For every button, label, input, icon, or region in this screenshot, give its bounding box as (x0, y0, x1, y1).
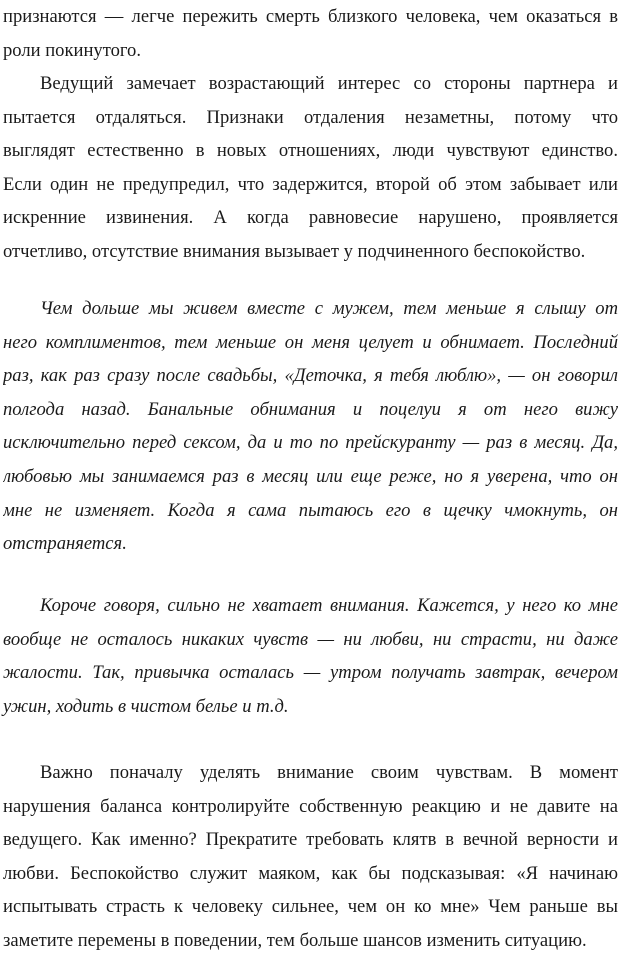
text-line: пытается отдаляться. Признаки отдаления незаметны, потому что (3, 106, 618, 128)
paragraph-leader-distance (3, 67, 618, 269)
quote-paragraph-husband (3, 292, 618, 561)
text-line: исключительно перед сексом, да и то по прейскуранту — раз в месяц. Да, (3, 432, 618, 454)
text-line: вообще не осталось никаких чувств — ни любви, ни страсти, ни даже (3, 628, 618, 650)
text-line: искренние извинения. А когда равновесие нарушено, проявляется (3, 207, 618, 229)
text-line: Ведущий замечает возрастающий интерес со стороны партнера и (40, 73, 618, 94)
text-line: мне не изменяет. Когда я сама пытаюсь его в щечку чмокнуть, он (3, 499, 618, 521)
text-line: испытывать страсть к человеку сильнее, чем он ко мне» Чем раньше вы (3, 896, 618, 918)
text-line: Если один не предупредил, что задержится, второй об этом забывает или (3, 173, 618, 195)
quote-paragraph-attention (3, 589, 618, 723)
text-line: Чем дольше мы живем вместе с мужем, тем меньше я слышу от (40, 298, 618, 319)
text-line: полгода назад. Банальные обнимания и поцелуи я от него вижу (3, 398, 618, 420)
paragraph-advice (3, 756, 618, 958)
text-line: ведущего. Как именно? Прекратите требовать клятв в вечной верности и (3, 829, 618, 851)
paragraph-continuation (3, 0, 618, 67)
text-line: Важно поначалу уделять внимание своим чувствам. В момент (40, 762, 618, 783)
text-line: любви. Беспокойство служит маяком, как бы подсказывая: «Я начинаю (3, 862, 618, 884)
text-line: роли покинутого. (3, 39, 141, 61)
text-line: Короче говоря, сильно не хватает внимания. Кажется, у него ко мне (40, 595, 618, 616)
text-line: нарушения баланса контролируйте собственную реакцию и не давите на (3, 795, 618, 817)
text-line: признаются — легче пережить смерть близкого человека, чем оказаться в (3, 6, 618, 27)
text-line: него комплиментов, тем меньше он меня целует и обнимает. Последний (3, 331, 618, 353)
text-line: отчетливо, отсутствие внимания вызывает у подчиненного беспокойство. (3, 240, 586, 262)
text-line: раз, как раз сразу после свадьбы, «Деточка, я тебя люблю», — он говорил (3, 365, 618, 387)
text-line: жалости. Так, привычка осталась — утром получать завтрак, вечером (3, 662, 618, 684)
text-line: любовью мы занимаемся раз в месяц или еще реже, но я уверена, что он (3, 465, 618, 487)
text-line: выглядят естественно в новых отношениях, люди чувствуют единство. (3, 140, 618, 162)
text-line: ужин, ходить в чистом белье и т.д. (3, 695, 289, 717)
text-line: заметите перемены в поведении, тем больше шансов изменить ситуацию. (3, 929, 587, 951)
text-line: отстраняется. (3, 533, 127, 555)
